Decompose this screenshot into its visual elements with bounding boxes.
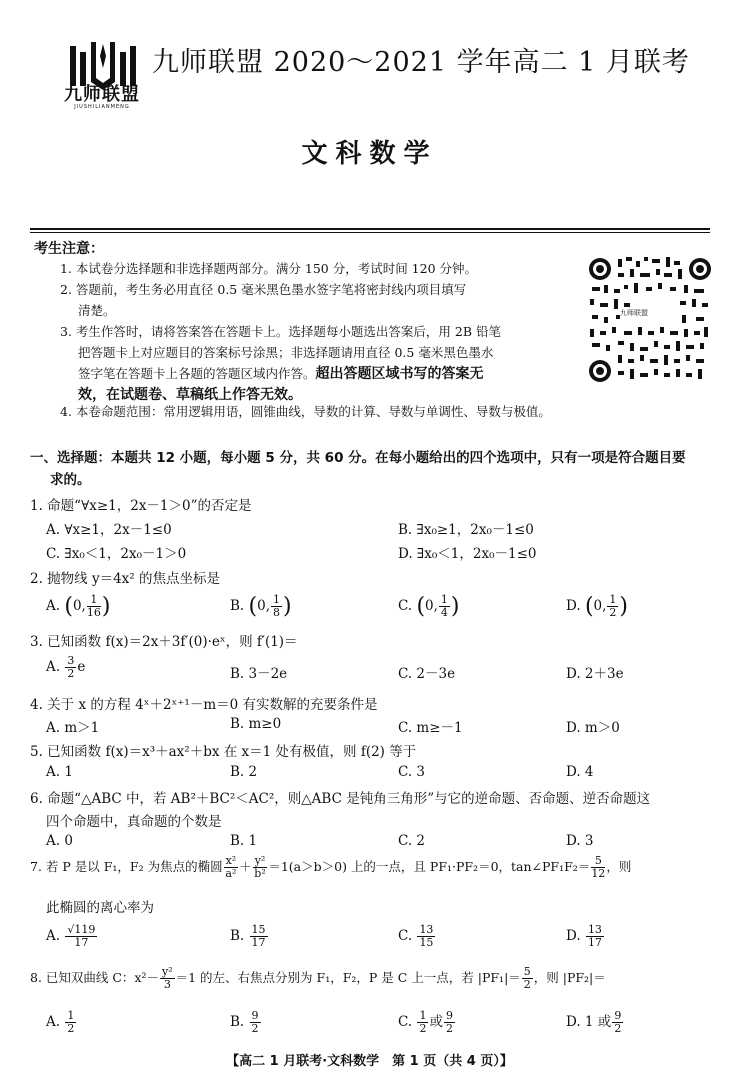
q4-option-c: C. m≥－1	[398, 720, 463, 736]
q2-option-b: B. (0, $\frac{1}{8}$ )	[230, 593, 292, 619]
q7-option-b: B. $\frac{15}{17}$	[230, 923, 266, 949]
notice-item-bold: 效，在试题卷、草稿纸上作答无效。	[78, 387, 302, 403]
notice-item: 把答题卡上对应题目的答案标号涂黑；非选择题请用直径 0.5 毫米黑色墨水	[78, 345, 494, 360]
question-5-stem: 5. 已知函数 f(x)＝x³＋ax²＋bx 在 x＝1 处有极值，则 f(2) 等于	[30, 744, 417, 760]
q5-option-c: C. 3	[398, 764, 426, 780]
q8-option-d: D. 1 或 $\frac{9}{2}$	[566, 1009, 622, 1035]
q3-option-b: B. 3－2e	[230, 666, 288, 682]
q4-option-b: B. m≥0	[230, 716, 282, 732]
q3-option-c: C. 2－3e	[398, 666, 456, 682]
q8-option-c: C. $\frac{1}{2}$ 或 $\frac{9}{2}$	[398, 1009, 453, 1035]
qr-code-icon	[588, 255, 712, 383]
q4-option-a: A. m＞1	[46, 720, 100, 736]
logo-pinyin: JIUSHILIANMENG	[74, 104, 130, 110]
question-2-stem: 2. 抛物线 y＝4x² 的焦点坐标是	[30, 571, 220, 587]
question-6-stem: 6. 命题“△ABC 中，若 AB²＋BC²＜AC²，则△ABC 是钝角三角形”与它的逆命题、否命题、逆否命题这	[30, 791, 651, 807]
q1-option-c: C. ∃x₀＜1，2x₀－1＞0	[46, 546, 187, 562]
notice-item: 1. 本试卷分选择题和非选择题两部分。满分 150 分，考试时间 120 分钟。	[60, 261, 478, 276]
q8-option-b: B. $\frac{9}{2}$	[230, 1009, 259, 1035]
question-8-stem: 8. 已知双曲线 C：x²－ $\frac{\text{y²}}{3}$ ＝1 的左、右焦点分别为 F₁，F₂，P 是 C 上一点，若 |PF₁|＝ $\frac{5}{2}$ ，则 |PF₂|＝	[30, 965, 606, 991]
notice-item: 清楚。	[78, 303, 116, 318]
notice-item: 签字笔在答题卡上各题的答题区域内作答。超出答题区域书写的答案无	[78, 366, 484, 382]
q1-option-d: D. ∃x₀＜1，2x₀－1≤0	[398, 546, 537, 562]
q6-option-b: B. 1	[230, 833, 258, 849]
notice-item: 2. 答题前，考生务必用直径 0.5 毫米黑色墨水签字笔将密封线内项目填写	[60, 282, 467, 297]
q7-option-d: D. $\frac{13}{17}$	[566, 923, 602, 949]
notice-item: 3. 考生作答时，请将答案答在答题卡上。选择题每小题选出答案后，用 2B 铅笔	[60, 324, 501, 339]
q7-option-c: C. $\frac{13}{15}$	[398, 923, 434, 949]
q3-option-d: D. 2＋3e	[566, 666, 624, 682]
q3-option-a: A. $\frac{3}{2}$ e	[46, 654, 86, 680]
question-7-stem: 7. 若 P 是以 F₁，F₂ 为焦点的椭圆 $\frac{\text{x²}}{\text{a²}}$ ＋ $\frac{\text{y²}}{\text{b²}}$ ＝1(a＞b＞0) 上的一点，且 PF₁·PF₂＝0，tan∠PF₁F₂＝ $\frac{5}{12}$ ，则	[30, 854, 632, 880]
q2-option-c: C. (0, $\frac{1}{4}$ )	[398, 593, 460, 619]
section-heading	[30, 447, 720, 491]
q6-option-c: C. 2	[398, 833, 426, 849]
question-4-stem: 4. 关于 x 的方程 4ˣ＋2ˣ⁺¹－m＝0 有实数解的充要条件是	[30, 697, 378, 713]
subject-title: 文科数学	[301, 139, 438, 169]
page-footer: 【高二 1 月联考·文科数学 第 1 页（共 4 页）】	[226, 1054, 513, 1069]
q4-option-d: D. m＞0	[566, 720, 620, 736]
q2-option-a: A. (0, $\frac{1}{16}$ )	[46, 593, 111, 619]
notice-list	[60, 258, 580, 406]
q6-option-d: D. 3	[566, 833, 594, 849]
q5-option-b: B. 2	[230, 764, 258, 780]
q1-option-a: A. ∀x≥1，2x－1≤0	[46, 522, 172, 538]
section-heading-line: 求的。	[50, 472, 91, 488]
divider	[30, 228, 710, 230]
exam-title: 九师联盟 2020～2021 学年高二 1 月联考	[152, 47, 690, 78]
notice-item: 4. 本卷命题范围：常用逻辑用语，圆锥曲线，导数的计算、导数与单调性、导数与极值。	[60, 404, 551, 419]
question-7-stem-cont: 此椭圆的离心率为	[46, 900, 154, 916]
logo-text: 九师联盟	[64, 84, 140, 105]
q5-option-d: D. 4	[566, 764, 594, 780]
question-3-stem: 3. 已知函数 f(x)＝2x＋3f′(0)·eˣ，则 f′(1)＝	[30, 634, 298, 650]
q8-option-a: A. $\frac{1}{2}$	[46, 1009, 75, 1035]
q1-option-b: B. ∃x₀≥1，2x₀－1≤0	[398, 522, 534, 538]
q2-option-d: D. (0, $\frac{1}{2}$ )	[566, 593, 629, 619]
qr-caption: 九师联盟	[620, 309, 648, 317]
notice-heading: 考生注意：	[34, 241, 104, 257]
q5-option-a: A. 1	[46, 764, 73, 780]
q7-option-a: A. $\frac{√119}{17}$	[46, 923, 96, 949]
question-1-stem: 1. 命题“∀x≥1，2x－1＞0”的否定是	[30, 498, 252, 514]
q6-option-a: A. 0	[46, 833, 73, 849]
section-heading-line: 一、选择题：本题共 12 小题，每小题 5 分，共 60 分。在每小题给出的四个选项中，只有一项是符合题目要	[30, 450, 686, 466]
divider	[30, 232, 710, 233]
question-6-stem-cont: 四个命题中，真命题的个数是	[46, 814, 222, 830]
